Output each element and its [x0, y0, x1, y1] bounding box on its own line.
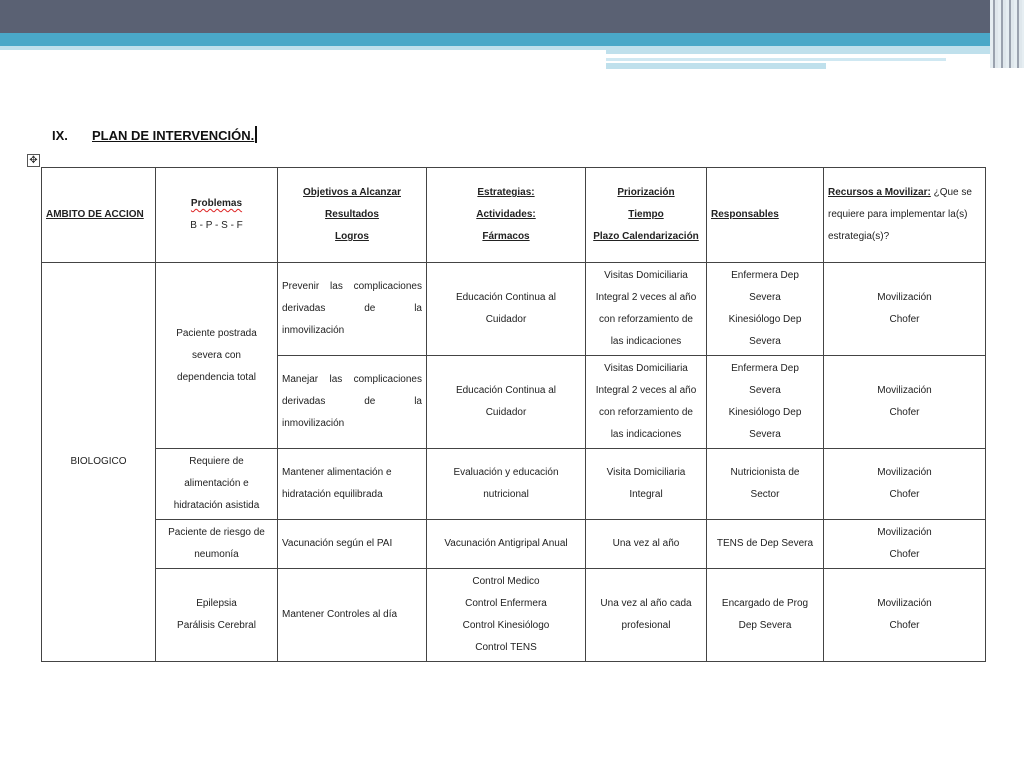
header-problemas: Problemas B - P - S - F	[156, 168, 278, 263]
header-stripes	[990, 0, 1024, 68]
table-row	[42, 520, 986, 569]
problema-cell: Paciente postrada severa con dependencia total	[156, 263, 278, 449]
estrategia-cell: Control Medico Control Enfermera Control Kinesiólogo Control TENS	[427, 569, 586, 662]
recursos-cell: Movilización Chofer	[824, 520, 986, 569]
section-title-text: PLAN DE INTERVENCIÓN.	[92, 128, 255, 143]
header-band-light	[606, 63, 826, 69]
section-title	[52, 126, 257, 143]
recursos-cell: Movilización Chofer	[824, 356, 986, 449]
header-priorizacion: Priorización Tiempo Plazo Calendarización	[586, 168, 707, 263]
header-band-light	[606, 46, 1024, 54]
header-estrategias: Estrategias: Actividades: Fármacos	[427, 168, 586, 263]
ambito-cell: BIOLOGICO	[42, 263, 156, 662]
objetivo-cell: Mantener Controles al día	[278, 569, 427, 662]
header-objetivos: Objetivos a Alcanzar Resultados Logros	[278, 168, 427, 263]
table-move-handle-icon[interactable]: ✥	[27, 154, 40, 167]
priorizacion-cell: Visitas Domiciliaria Integral 2 veces al año con reforzamiento de las indicaciones	[586, 263, 707, 356]
header-ambito: AMBITO DE ACCION	[42, 168, 156, 263]
header-band-light	[606, 58, 946, 61]
responsables-cell: TENS de Dep Severa	[707, 520, 824, 569]
recursos-cell: Movilización Chofer	[824, 569, 986, 662]
header-responsables: Responsables	[707, 168, 824, 263]
table-row	[42, 263, 986, 356]
recursos-cell: Movilización Chofer	[824, 263, 986, 356]
problema-cell: Paciente de riesgo de neumonía	[156, 520, 278, 569]
objetivo-cell: Prevenir las complicaciones derivadas de la inmovilización	[278, 263, 427, 356]
priorizacion-cell: Una vez al año cada profesional	[586, 569, 707, 662]
text-cursor	[255, 126, 257, 143]
objetivo-cell: Mantener alimentación e hidratación equilibrada	[278, 449, 427, 520]
objetivo-cell: Vacunación según el PAI	[278, 520, 427, 569]
priorizacion-cell: Visita Domiciliaria Integral	[586, 449, 707, 520]
priorizacion-cell: Una vez al año	[586, 520, 707, 569]
responsables-cell: Enfermera Dep Severa Kinesiólogo Dep Severa	[707, 356, 824, 449]
table-row	[42, 449, 986, 520]
responsables-cell: Nutricionista de Sector	[707, 449, 824, 520]
header-recursos: Recursos a Movilizar: ¿Que se requiere para implementar la(s) estrategia(s)?	[824, 168, 986, 263]
table-header-row	[42, 168, 986, 263]
problema-cell: Epilepsia Parálisis Cerebral	[156, 569, 278, 662]
intervention-plan-table	[41, 167, 986, 662]
table-row	[42, 569, 986, 662]
estrategia-cell: Educación Continua al Cuidador	[427, 263, 586, 356]
objetivo-cell: Manejar las complicaciones derivadas de la inmovilización	[278, 356, 427, 449]
recursos-cell: Movilización Chofer	[824, 449, 986, 520]
priorizacion-cell: Visitas Domiciliaria Integral 2 veces al año con reforzamiento de las indicaciones	[586, 356, 707, 449]
responsables-cell: Enfermera Dep Severa Kinesiólogo Dep Severa	[707, 263, 824, 356]
header-band-teal	[0, 33, 1024, 46]
estrategia-cell: Evaluación y educación nutricional	[427, 449, 586, 520]
section-number: IX.	[52, 128, 68, 143]
estrategia-cell: Vacunación Antigripal Anual	[427, 520, 586, 569]
header-band-light	[0, 46, 606, 50]
header-band-dark	[0, 0, 1024, 33]
responsables-cell: Encargado de Prog Dep Severa	[707, 569, 824, 662]
estrategia-cell: Educación Continua al Cuidador	[427, 356, 586, 449]
problema-cell: Requiere de alimentación e hidratación asistida	[156, 449, 278, 520]
